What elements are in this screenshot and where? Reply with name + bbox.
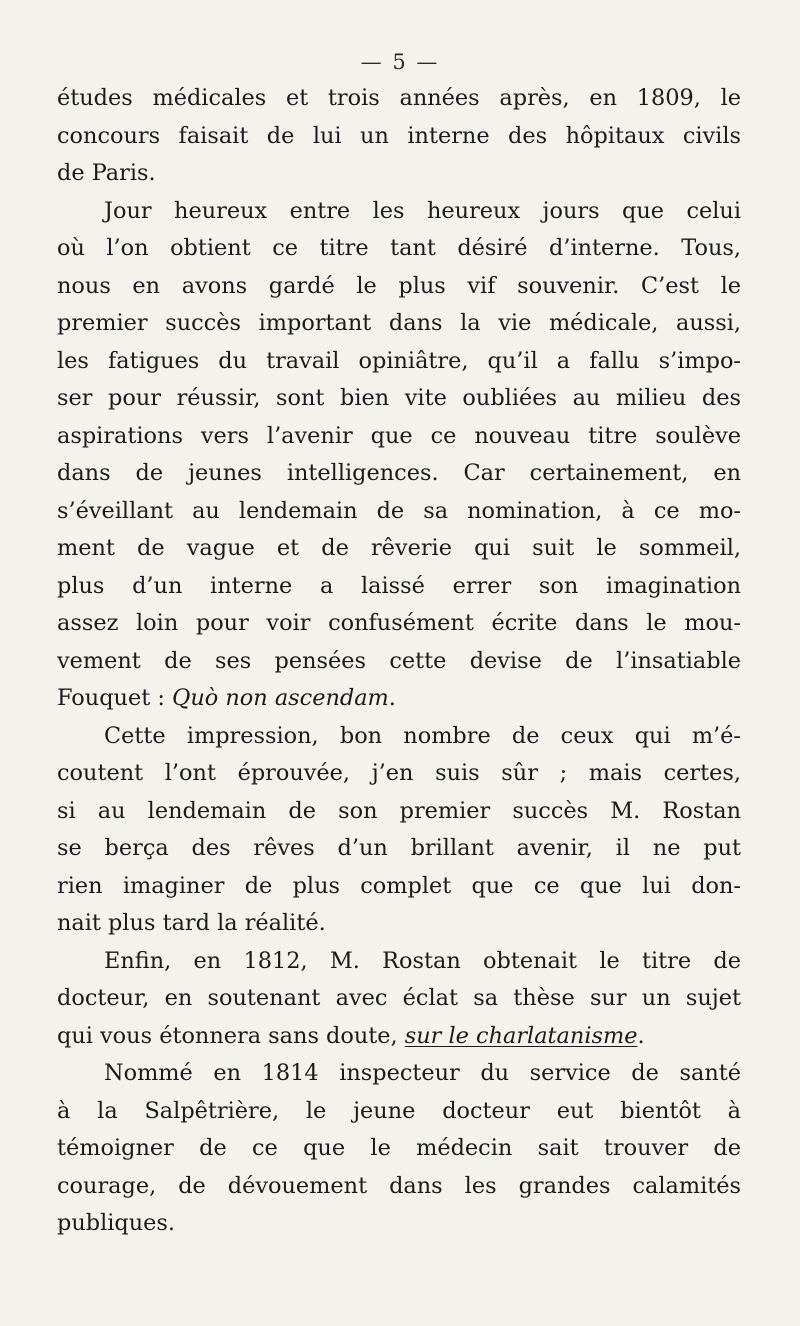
text-line: ment de vague et de rêverie qui suit le sommeil, (57, 535, 741, 561)
text-line: s’éveillant au lendemain de sa nomination, à ce mo- (57, 497, 741, 524)
text-line: nait plus tard la réalité. (57, 910, 326, 936)
thesis-title: sur le charlatanisme (404, 1022, 638, 1049)
text-line: à la Salpêtrière, le jeune docteur eut bientôt à (57, 1097, 741, 1124)
text-line: assez loin pour voir confusément écrite dans le mou- (57, 610, 741, 636)
text-line: rien imaginer de plus complet que ce que lui don- (57, 872, 741, 899)
text-line: vement de ses pensées cette devise de l’insatiable (57, 647, 741, 674)
text-line: les fatigues du travail opiniâtre, qu’il a fallu s’impo- (57, 347, 741, 374)
text-line: si au lendemain de son premier succès M. Rostan (57, 797, 741, 824)
text-segment: qui vous étonnera sans doute, (57, 1022, 405, 1049)
text-line: où l’on obtient ce titre tant désiré d’interne. Tous, (57, 235, 741, 261)
text-line: concours faisait de lui un interne des hôpitaux civils (57, 122, 741, 149)
text-line: nous en avons gardé le plus vif souvenir. C’est le (57, 272, 741, 299)
text-line: coutent l’ont éprouvée, j’en suis sûr ; mais certes, (57, 760, 741, 786)
text-line: témoigner de ce que le médecin sait trouver de (57, 1135, 741, 1161)
text-line (57, 680, 741, 718)
text-segment: . (388, 685, 396, 711)
text-line: aspirations vers l’avenir que ce nouveau titre soulève (57, 422, 741, 449)
text-line: Nommé en 1814 inspecteur du service de santé (104, 1060, 741, 1086)
text-line: Enfin, en 1812, M. Rostan obtenait le titre de (104, 947, 741, 974)
text-segment: Fouquet : (57, 685, 172, 711)
page-number: — 5 — (360, 50, 440, 74)
text-line: Cette impression, bon nombre de ceux qui m’é- (104, 722, 741, 749)
text-line: premier succès important dans la vie médicale, aussi, (57, 310, 741, 336)
text-line: publiques. (57, 1210, 176, 1236)
body-text (57, 80, 741, 1243)
text-line: ser pour réussir, sont bien vite oubliées au milieu des (57, 385, 741, 411)
text-line: études médicales et trois années après, en 1809, le (57, 85, 741, 111)
latin-motto: Quò non ascendam (172, 685, 389, 711)
text-line: dans de jeunes intelligences. Car certainement, en (57, 460, 741, 486)
text-line (57, 1018, 741, 1056)
text-line: docteur, en soutenant avec éclat sa thèse sur un sujet (57, 985, 741, 1011)
text-segment: . (637, 1022, 645, 1049)
text-line: se berça des rêves d’un brillant avenir, il ne put (57, 835, 741, 861)
text-line: plus d’un interne a laissé errer son imagination (57, 572, 741, 599)
text-line: Jour heureux entre les heureux jours que celui (104, 197, 741, 224)
text-line: courage, de dévouement dans les grandes calamités (57, 1172, 741, 1199)
text-line: de Paris. (57, 160, 156, 186)
